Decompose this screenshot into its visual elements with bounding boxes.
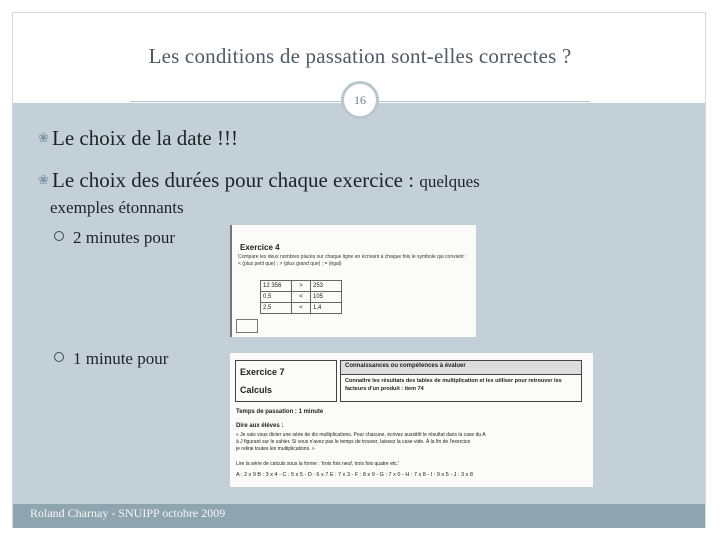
sub-bullet-2-minutes	[54, 228, 175, 248]
instruction-line: Lire la série de calculs sous la forme : 'trois fois neuf, trois fois quatre etc.'	[236, 461, 400, 467]
slide-title: Les conditions de passation sont-elles correctes ?	[148, 44, 572, 68]
exercise-4-instruction: Compare les deux nombres placés sur chaque ligne en écrivant à chaque fois le symbole qui convient : < (plus petit que) ; > (plus grand que) ; = (égal)	[238, 254, 467, 267]
exercise-4-image	[230, 225, 476, 337]
table-row: 0,5 < 105	[261, 292, 342, 303]
instruction-line: « Je vais vous dicter une série de dix multiplications. Pour chacune, écrivez aussitôt le résultat dans la case du A	[236, 432, 486, 438]
page-number: 16	[354, 92, 366, 107]
table-row: 2,5 < 1,4	[261, 303, 342, 314]
instruction-line: je relirai toutes les multiplications. »	[236, 446, 315, 452]
bullet-marker-icon: ❀	[38, 130, 49, 145]
sub-bullet-text: 2 minutes pour	[73, 228, 175, 247]
competence-text: Connaître les résultats des tables de multiplication et les utiliser pour retrouver les facteurs d'un produit : item 74	[345, 378, 562, 392]
dire-aux-eleves: Dire aux élèves :	[236, 423, 284, 429]
ring-bullet-icon	[54, 352, 64, 362]
exercise-7-image	[230, 353, 593, 487]
small-box	[236, 319, 258, 333]
competence-title: Connaissances ou compétences à évaluer	[345, 363, 466, 369]
bullet-date	[38, 126, 238, 151]
bullet-text: Le choix de la date !!!	[52, 126, 238, 150]
bullet-marker-icon: ❀	[38, 172, 49, 187]
exercise-4-header: Exercice 4	[240, 243, 280, 252]
instruction-line: à J figurant sur le cahier. Si vous n'avez pas le temps de trouver, laissez la case vide. À la fin de l'exercice	[236, 439, 471, 445]
bullet-durations	[38, 168, 480, 193]
exercise-4-table	[260, 280, 342, 314]
exercise-7-subheader: Calculs	[240, 385, 273, 395]
bullet-text: Le choix des durées pour chaque exercice :	[52, 168, 420, 192]
exercise-7-header: Exercice 7	[240, 367, 285, 377]
temps-passation: Temps de passation : 1 minute	[236, 409, 324, 415]
page-number-badge	[341, 81, 379, 119]
exercise-7-title-box	[235, 360, 337, 402]
bullet-text-tail: quelques	[419, 172, 480, 191]
ring-bullet-icon	[54, 231, 64, 241]
calc-series: A : 2 x 9 B : 3 x 4 - C : 5 x 5 - D : 6 x 7 E : 7 x 3 - F : 8 x 9 - G : 7 x 0 - H : 7 x 8 - I : 9 x 5 - J : 3 x 8	[236, 472, 473, 478]
sub-bullet-1-minute	[54, 349, 168, 369]
bullet-continuation: exemples étonnants	[50, 198, 184, 217]
footer-text: Roland Charnay - SNUIPP octobre 2009	[30, 506, 226, 520]
table-row: 12 356 > 253	[261, 281, 342, 292]
competence-box	[340, 360, 582, 402]
sub-bullet-text: 1 minute pour	[73, 349, 169, 368]
